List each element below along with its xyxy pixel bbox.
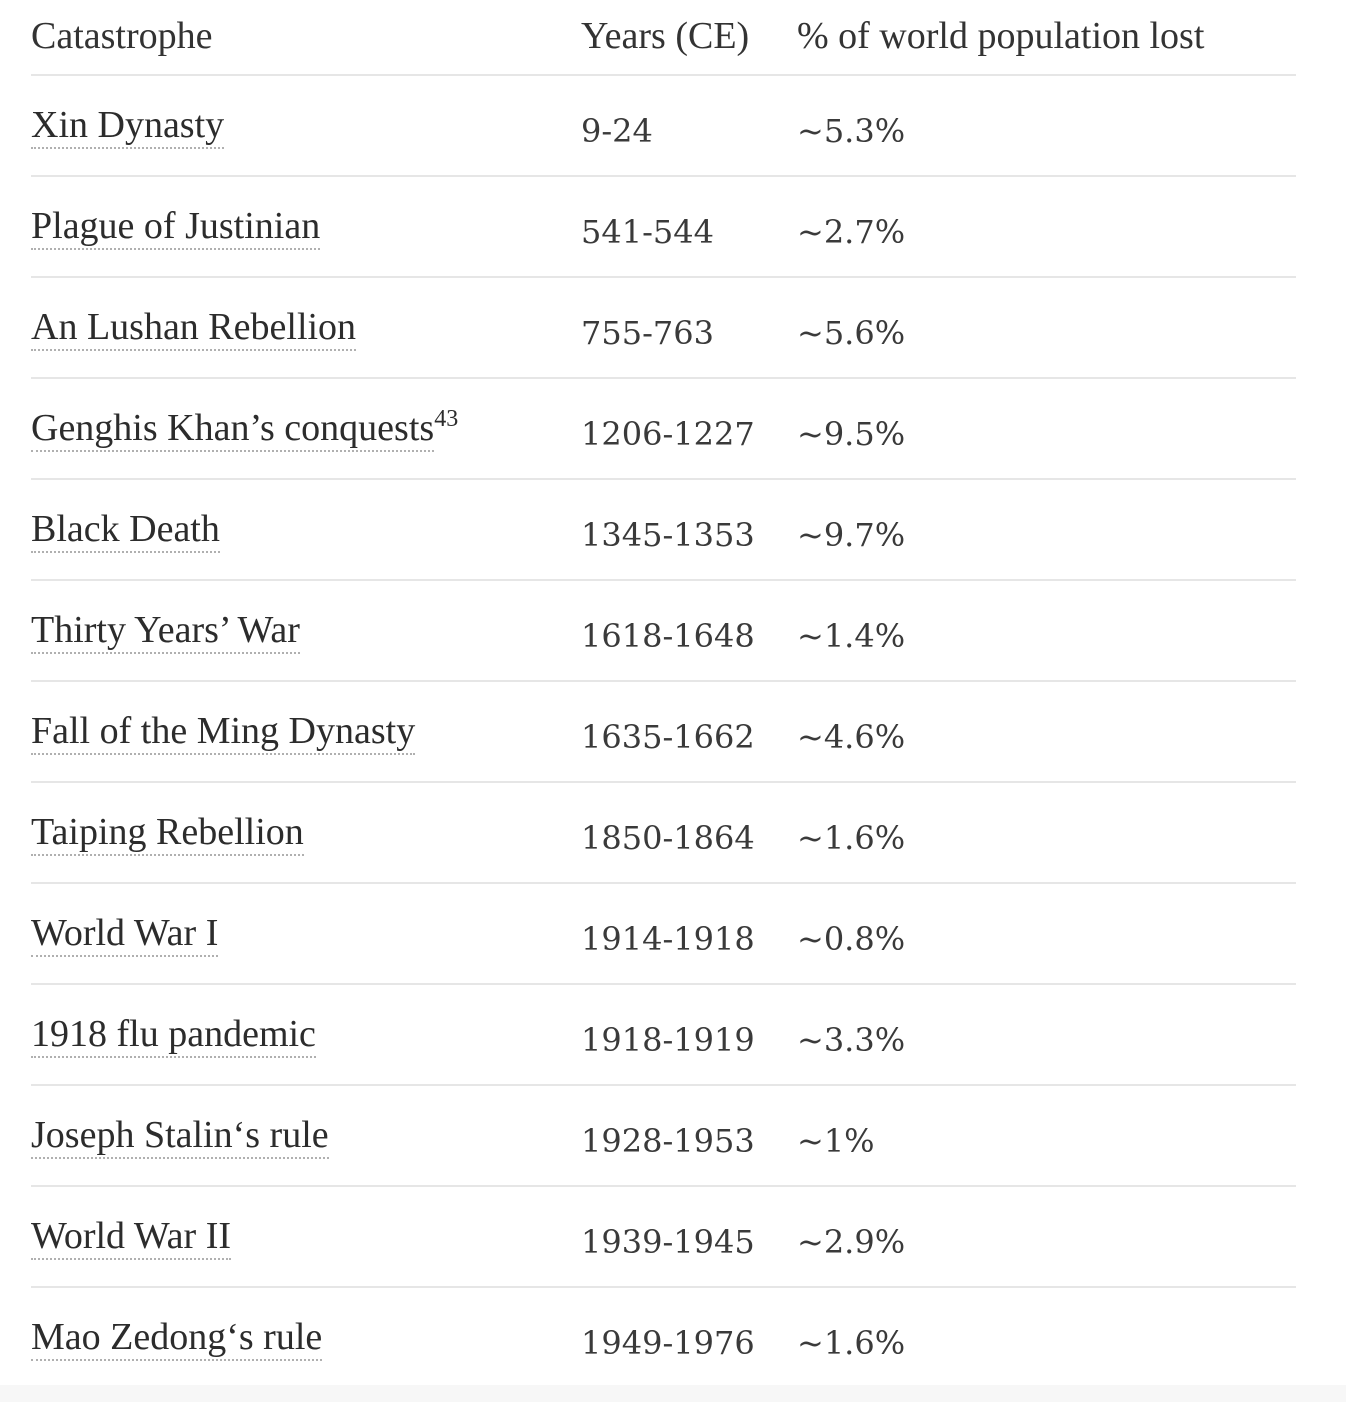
catastrophe-cell [31,608,300,652]
catastrophe-cell [31,709,415,753]
catastrophe-link[interactable]: Plague of Justinian [31,205,320,250]
footnote-reference[interactable]: 43 [434,406,459,432]
table-row [31,884,1296,985]
catastrophe-cell [31,204,320,248]
catastrophe-cell [31,1113,329,1157]
table-row [31,1288,1296,1389]
population-lost-cell: ~2.7% [797,213,906,251]
table-row [31,682,1296,783]
table-row [31,1086,1296,1187]
catastrophe-cell [31,406,458,450]
catastrophe-cell [31,507,220,551]
catastrophe-cell [31,1012,316,1056]
population-lost-cell: ~9.7% [797,516,906,554]
table-row [31,76,1296,177]
population-lost-cell: ~3.3% [797,1021,906,1059]
catastrophe-cell [31,305,356,349]
population-lost-cell: ~5.3% [797,112,906,150]
catastrophe-link[interactable]: 1918 flu pandemic [31,1013,316,1058]
population-lost-cell: ~2.9% [797,1223,906,1261]
years-cell: 1206-1227 [581,415,755,453]
catastrophe-link[interactable]: Genghis Khan’s conquests [31,407,434,452]
population-lost-cell: ~5.6% [797,314,906,352]
population-lost-cell: ~1.6% [797,1324,906,1362]
population-lost-cell: ~0.8% [797,920,906,958]
years-cell: 1949-1976 [581,1324,755,1362]
population-lost-cell: ~1.4% [797,617,906,655]
table-row [31,278,1296,379]
catastrophe-link[interactable]: Taiping Rebellion [31,811,304,856]
catastrophe-link[interactable]: Joseph Stalin‘s rule [31,1114,329,1159]
catastrophe-link[interactable]: Xin Dynasty [31,104,224,149]
population-lost-cell: ~4.6% [797,718,906,756]
catastrophe-cell [31,1315,322,1359]
catastrophe-link[interactable]: World War I [31,912,218,957]
population-lost-cell: ~1.6% [797,819,906,857]
years-cell: 1914-1918 [581,920,755,958]
years-cell: 1918-1919 [581,1021,755,1059]
catastrophes-table [31,0,1296,1389]
catastrophe-link[interactable]: Mao Zedong‘s rule [31,1316,322,1361]
header-population-lost: % of world population lost [797,15,1205,57]
page-bottom-shade [0,1385,1346,1402]
catastrophe-cell [31,1214,231,1258]
catastrophe-link[interactable]: Black Death [31,508,220,553]
catastrophe-link[interactable]: Thirty Years’ War [31,609,300,654]
catastrophe-cell [31,911,218,955]
population-lost-cell: ~1% [797,1122,875,1160]
years-cell: 755-763 [581,314,714,352]
table-row [31,985,1296,1086]
years-cell: 541-544 [581,213,714,251]
table-row [31,1187,1296,1288]
table-row [31,480,1296,581]
catastrophe-cell [31,103,224,147]
years-cell: 1928-1953 [581,1122,755,1160]
catastrophe-cell [31,810,304,854]
years-cell: 1635-1662 [581,718,755,756]
header-years: Years (CE) [581,15,750,57]
years-cell: 9-24 [581,112,653,150]
table-row [31,177,1296,278]
catastrophe-link[interactable]: An Lushan Rebellion [31,306,356,351]
years-cell: 1345-1353 [581,516,755,554]
table-row [31,581,1296,682]
header-catastrophe: Catastrophe [31,15,213,57]
years-cell: 1939-1945 [581,1223,755,1261]
catastrophe-link[interactable]: World War II [31,1215,231,1260]
years-cell: 1850-1864 [581,819,755,857]
table-header [31,0,1296,76]
table-row [31,783,1296,884]
catastrophe-link[interactable]: Fall of the Ming Dynasty [31,710,415,755]
years-cell: 1618-1648 [581,617,755,655]
population-lost-cell: ~9.5% [797,415,906,453]
table-row [31,379,1296,480]
